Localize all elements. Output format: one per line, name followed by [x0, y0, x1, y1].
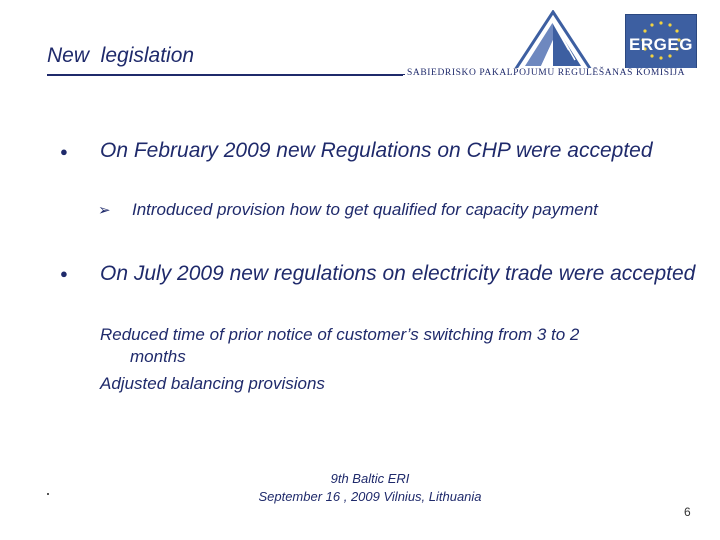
footer-line-1: 9th Baltic ERI: [330, 471, 410, 486]
plain-line-1a: Reduced time of prior notice of customer’s switching from 3 to 2: [100, 325, 580, 344]
sub-bullet-text: Introduced provision how to get qualified for capacity payment: [132, 200, 598, 219]
ergeg-logo: [625, 14, 697, 72]
arrow-bullet-icon: ➢: [98, 202, 111, 219]
ergeg-logo-text: ERGEG: [629, 35, 693, 54]
plain-line-2: Adjusted balancing provisions: [100, 374, 325, 393]
logo-area: [403, 8, 710, 86]
bullet-dot-icon: ●: [60, 144, 68, 159]
footer: [190, 470, 550, 506]
footer-line-2: September 16 , 2009 Vilnius, Lithuania: [258, 489, 482, 504]
plain-line-1: [100, 324, 700, 368]
bullet-dot-icon: ●: [60, 266, 68, 281]
bullet-2-text: On July 2009 new regulations on electricity trade were accepted: [100, 262, 696, 285]
title-underline: [47, 74, 403, 76]
slide-title: New legislation: [47, 44, 195, 67]
sprk-logo-icon: [513, 10, 593, 72]
commission-name: SABIEDRISKO PAKALPOJUMU REGULĒŠANAS KOMISIJA: [405, 68, 712, 78]
page-number: 6: [684, 505, 691, 519]
footer-dot: [47, 493, 49, 495]
plain-line-1b: months: [130, 347, 186, 366]
bullet-1-text: On February 2009 new Regulations on CHP were accepted: [100, 139, 653, 162]
